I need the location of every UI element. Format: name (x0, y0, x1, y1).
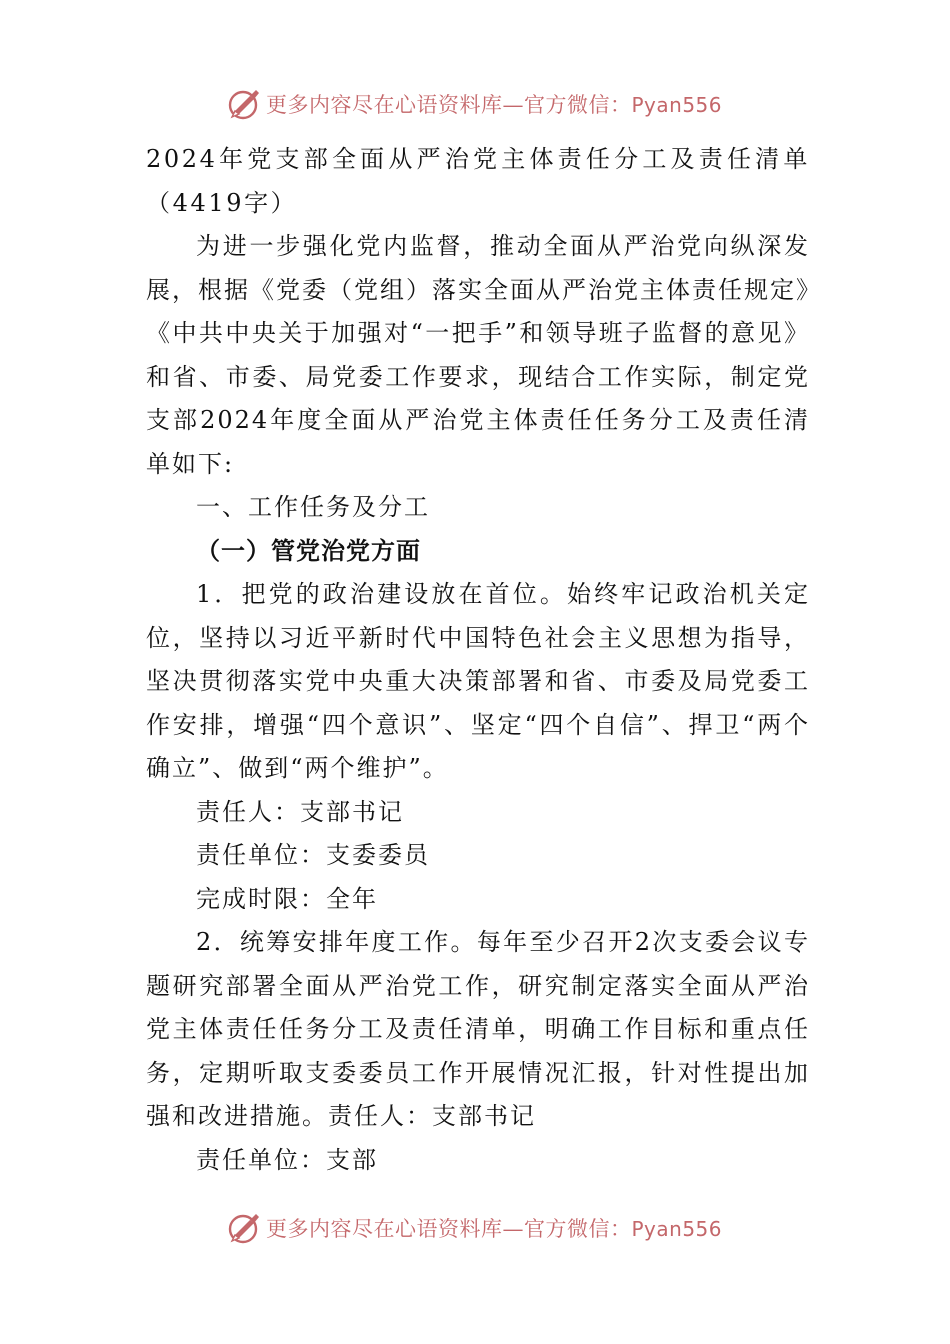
watermark-text: 更多内容尽在心语资料库—官方微信：Pyan556 (266, 1217, 723, 1241)
pen-seal-logo-icon (226, 86, 262, 122)
document-title: 2024年党支部全面从严治党主体责任分工及责任清单（4419字） (146, 145, 810, 217)
intro-paragraph: 为进一步强化党内监督，推动全面从严治党向纵深发展，根据《党委（党组）落实全面从严治党主体责任规定》《中共中央关于加强对“一把手”和领导班子监督的意见》和省、市委、局党委工作要求，现结合工作实际，制定党支部2024年度全面从严治党主体责任任务分工及责任清单如下: (146, 232, 810, 478)
item-2-paragraph: 2．统筹安排年度工作。每年至少召开2次支委会议专题研究部署全面从严治党工作，研究制定落实全面从严治党主体责任任务分工及责任清单，明确工作目标和重点任务，定期听取支委委员工作开展情况汇报，针对性提出加强和改进措施。责任人：支部书记 (146, 928, 810, 1130)
section-heading: 一、工作任务及分工 (196, 493, 430, 521)
item-1-responsible-person: 责任人：支部书记 (196, 797, 404, 826)
item-1-deadline: 完成时限：全年 (196, 884, 378, 913)
watermark-text: 更多内容尽在心语资料库—官方微信：Pyan556 (266, 93, 723, 117)
footer-watermark (226, 1208, 746, 1248)
pen-seal-logo-icon (226, 1210, 262, 1246)
subsection-heading: （一）管党治党方面 (196, 536, 421, 565)
item-1-paragraph: 1．把党的政治建设放在首位。始终牢记政治机关定位，坚持以习近平新时代中国特色社会主义思想为指导，坚决贯彻落实党中央重大决策部署和省、市委及局党委工作安排，增强“四个意识”、坚定“四个自信”、捍卫“两个确立”、做到“两个维护”。 (146, 580, 810, 782)
item-1-responsible-unit: 责任单位：支委委员 (196, 841, 430, 869)
item-2-responsible-unit: 责任单位：支部 (196, 1145, 378, 1174)
header-watermark (226, 84, 746, 124)
document-body (146, 138, 810, 1182)
